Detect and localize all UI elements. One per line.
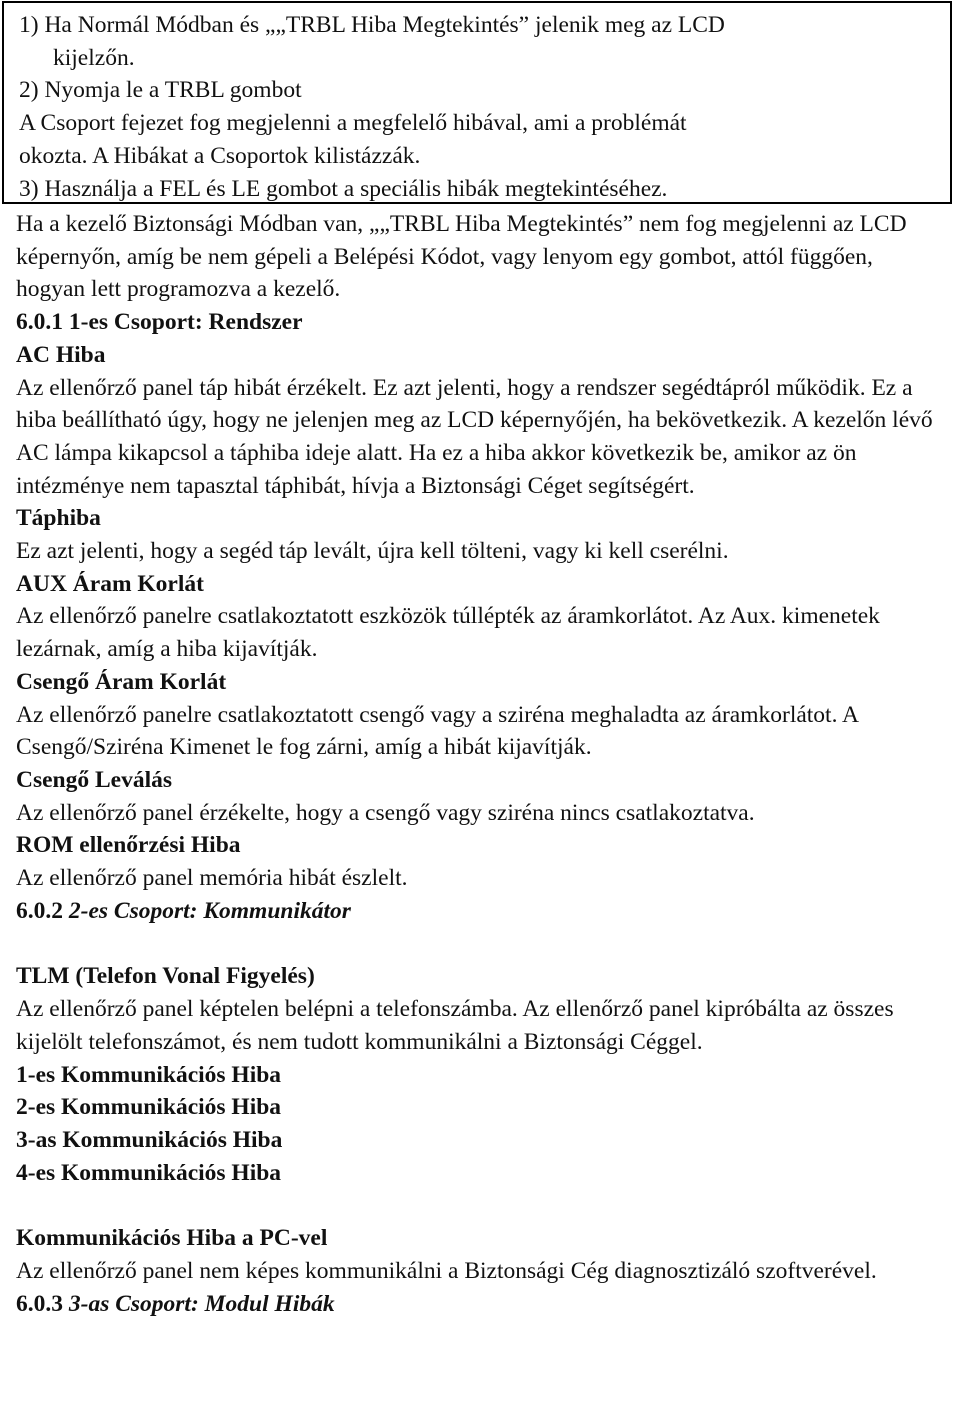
step-2-line-2: A Csoport fejezet fog megjelenni a megfelelő hibával, ami a problémát [19, 110, 687, 137]
rom-heading: ROM ellenőrzési Hiba [16, 832, 241, 859]
section-number: 6.0.2 [16, 897, 63, 924]
step-2-line-1: 2) Nyomja le a TRBL gombot [19, 77, 302, 104]
comm-error-2: 2-es Kommunikációs Hiba [16, 1094, 282, 1121]
bell-absent-heading: Csengő Leválás [16, 766, 173, 793]
pc-text: Az ellenőrző panel nem képes kommunikálni a Biztonsági Cég diagnosztizáló szoftverével. [16, 1258, 877, 1285]
document-body [16, 208, 946, 1321]
section-heading-1 [16, 306, 946, 339]
comm-error-4: 4-es Kommunikációs Hiba [16, 1159, 282, 1186]
section-title: 3-as Csoport: Modul Hibák [68, 1290, 335, 1317]
pc-heading: Kommunikációs Hiba a PC-vel [16, 1225, 328, 1252]
instruction-box [2, 1, 952, 204]
ac-heading: AC Hiba [16, 341, 106, 368]
spacer [16, 1189, 946, 1222]
rom-text: Az ellenőrző panel memória hibát észlelt. [16, 865, 408, 892]
tlm-text: Az ellenőrző panel képtelen belépni a telefonszámba. Az ellenőrző panel kipróbálta az összes kijelölt telefonszámot, és nem tudott kommunikálni a Biztonsági Céggel. [16, 996, 894, 1055]
bell-limit-text: Az ellenőrző panelre csatlakoztatott csengő vagy a sziréna meghaladta az áramkorlátot. A Csengő/Sziréna Kimenet le fog zárni, amíg a hibát kijavítják. [16, 701, 858, 761]
step-1-line-1: 1) Ha Normál Módban és „„TRBL Hiba Megtekintés” jelenik meg az LCD [19, 12, 725, 38]
intro-paragraph: Ha a kezelő Biztonsági Módban van, „„TRBL Hiba Megtekintés” nem fog megjelenni az LCD képernyőn, amíg be nem gépeli a Belépési Kódot, vagy lenyom egy gombot, attól függően, hogyan lett programozva a kezelő. [16, 211, 907, 303]
section-number: 6.0.3 [16, 1290, 63, 1317]
ac-text: Az ellenőrző panel táp hibát érzékelt. Ez azt jelenti, hogy a rendszer segédtápról működik. Ez a hiba beállítható úgy, hogy ne jelenjen meg az LCD képernyőjén, ha bekövetkezik. A kezelőn lévő AC lámpa kikapcsol a táphiba ideje alatt. Ha ez a hiba akkor következik be, amikor az ön intézménye nem tapasztal táphibát, hívja a Biztonsági Céget segítségért. [16, 374, 933, 499]
section-heading-3 [16, 1288, 946, 1321]
section-number: 6.0.1 [16, 309, 63, 336]
aux-heading: AUX Áram Korlát [16, 570, 204, 597]
section-heading-2 [16, 895, 946, 928]
battery-heading: Táphiba [16, 505, 101, 532]
section-title: 1-es Csoport: Rendszer [68, 309, 303, 336]
section-title: 2-es Csoport: Kommunikátor [68, 897, 351, 924]
comm-error-3: 3-as Kommunikációs Hiba [16, 1126, 283, 1153]
step-3-line: 3) Használja a FEL és LE gombot a speciális hibák megtekintéséhez. [19, 175, 668, 202]
step-2-line-3: okozta. A Hibákat a Csoportok kilistázzák. [19, 142, 421, 169]
spacer [16, 927, 946, 960]
battery-text: Ez azt jelenti, hogy a segéd táp levált, újra kell tölteni, vagy ki kell cserélni. [16, 538, 729, 565]
comm-error-1: 1-es Kommunikációs Hiba [16, 1061, 282, 1088]
bell-limit-heading: Csengő Áram Korlát [16, 668, 227, 695]
step-1-line-2: kijelzőn. [53, 44, 135, 71]
aux-text: Az ellenőrző panelre csatlakoztatott eszközök túllépték az áramkorlátot. Az Aux. kimenetek lezárnak, amíg a hiba kijavítják. [16, 603, 880, 663]
tlm-heading: TLM (Telefon Vonal Figyelés) [16, 963, 315, 990]
bell-absent-text: Az ellenőrző panel érzékelte, hogy a csengő vagy sziréna nincs csatlakoztatva. [16, 799, 755, 826]
